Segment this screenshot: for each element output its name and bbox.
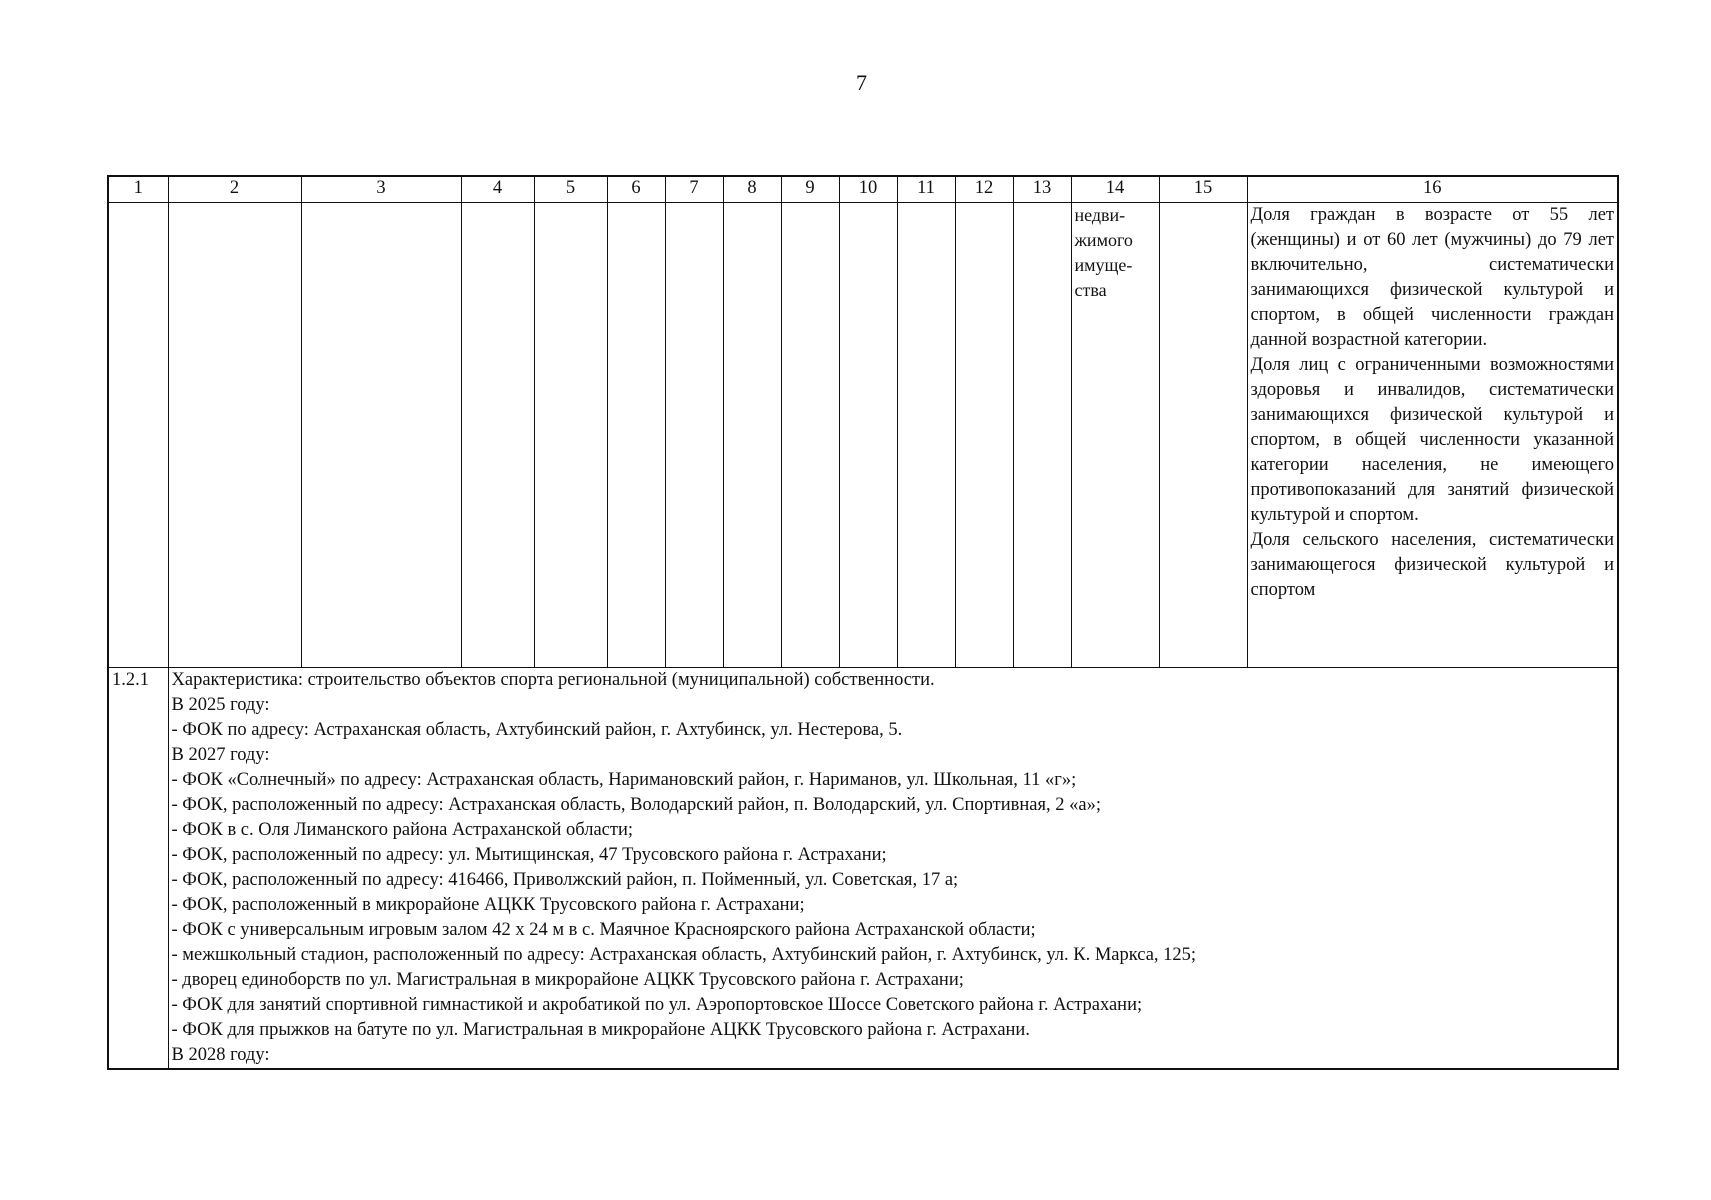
table-cell bbox=[1013, 203, 1071, 668]
text-line: - ФОК, расположенный по адресу: Астраханская область, Володарский район, п. Володарский, ул. Спортивная, 2 «а»; bbox=[171, 795, 1101, 815]
column-header: 5 bbox=[534, 176, 607, 203]
table-cell bbox=[1159, 203, 1247, 668]
text-line: - ФОК с универсальным игровым залом 42 х 24 м в с. Маячное Красноярского района Астраханской области; bbox=[171, 920, 1036, 940]
text-line: - ФОК, расположенный в микрорайоне АЦКК Трусовского района г. Астрахани; bbox=[171, 895, 805, 915]
table-cell bbox=[301, 203, 461, 668]
text-line: - ФОК, расположенный по адресу: ул. Мытищинская, 47 Трусовского района г. Астрахани; bbox=[171, 845, 887, 865]
text-line: В 2027 году: bbox=[171, 745, 270, 765]
column-header: 3 bbox=[301, 176, 461, 203]
cell-text-line: ства bbox=[1074, 280, 1107, 300]
column-header: 16 bbox=[1247, 176, 1618, 203]
table-cell bbox=[897, 203, 955, 668]
column-header: 2 bbox=[168, 176, 301, 203]
text-line: - дворец единоборств по ул. Магистральная в микрорайоне АЦКК Трусовского района г. Астрахани; bbox=[171, 970, 964, 990]
column-header: 1 bbox=[108, 176, 168, 203]
column-header: 8 bbox=[723, 176, 781, 203]
cell-text-line: недви- bbox=[1074, 205, 1126, 225]
text-line: В 2025 году: bbox=[171, 695, 270, 715]
text-line: - ФОК для занятий спортивной гимнастикой и акробатикой по ул. Аэропортовское Шоссе Советского района г. Астрахани; bbox=[171, 995, 1143, 1015]
text-line: - ФОК «Солнечный» по адресу: Астраханская область, Наримановский район, г. Нариманов, ул. Школьная, 11 «г»; bbox=[171, 770, 1077, 790]
indicator-paragraph: Доля лиц с ограниченными возможностями здоровья и инвалидов, систематически занимающихся физической культурой и спортом, в общей численности указанной категории населения, не имеющего противопоказаний для занятий физической культурой и спортом. bbox=[1250, 355, 1614, 525]
column-header: 9 bbox=[781, 176, 839, 203]
table-cell bbox=[781, 203, 839, 668]
column-header: 12 bbox=[955, 176, 1013, 203]
table-cell bbox=[955, 203, 1013, 668]
table-cell bbox=[461, 203, 534, 668]
page-number: 7 bbox=[856, 70, 867, 95]
table-cell bbox=[607, 203, 665, 668]
column-header: 11 bbox=[897, 176, 955, 203]
text-line: - ФОК, расположенный по адресу: 416466, Приволжский район, п. Пойменный, ул. Советская, 17 а; bbox=[171, 870, 959, 890]
indicator-paragraph: Доля граждан в возрасте от 55 лет (женщины) и от 60 лет (мужчины) до 79 лет включительно, систематически занимающихся физической культурой и спортом, в общей численности граждан данной возрастной категории. bbox=[1250, 205, 1614, 350]
table-cell bbox=[534, 203, 607, 668]
text-line: Характеристика: строительство объектов спорта региональной (муниципальной) собственности. bbox=[171, 670, 935, 690]
column-header: 6 bbox=[607, 176, 665, 203]
text-line: - ФОК по адресу: Астраханская область, Ахтубинский район, г. Ахтубинск, ул. Нестерова, 5. bbox=[171, 720, 903, 740]
table-cell bbox=[168, 203, 301, 668]
indicators-cell bbox=[1247, 203, 1618, 668]
column-header: 14 bbox=[1071, 176, 1159, 203]
table-cell bbox=[665, 203, 723, 668]
table-header-row bbox=[108, 176, 1618, 203]
text-line: В 2028 году: bbox=[171, 1045, 270, 1065]
cell-text-line: жимого bbox=[1074, 230, 1133, 250]
table-row bbox=[108, 668, 1618, 1070]
item-number: 1.2.1 bbox=[108, 668, 168, 1070]
table-cell bbox=[723, 203, 781, 668]
column-header: 7 bbox=[665, 176, 723, 203]
property-type-cell bbox=[1071, 203, 1159, 668]
column-header: 10 bbox=[839, 176, 897, 203]
text-line: - ФОК в с. Оля Лиманского района Астраханской области; bbox=[171, 820, 634, 840]
text-line: - межшкольный стадион, расположенный по адресу: Астраханская область, Ахтубинский район, г. Ахтубинск, ул. К. Маркса, 125; bbox=[171, 945, 1197, 965]
indicator-paragraph: Доля сельского населения, систематически занимающегося физической культурой и спортом bbox=[1250, 530, 1614, 600]
data-table bbox=[107, 175, 1619, 1070]
column-header: 13 bbox=[1013, 176, 1071, 203]
table-cell bbox=[108, 203, 168, 668]
column-header: 4 bbox=[461, 176, 534, 203]
cell-text-line: имуще- bbox=[1074, 255, 1133, 275]
table-cell bbox=[839, 203, 897, 668]
text-line: - ФОК для прыжков на батуте по ул. Магистральная в микрорайоне АЦКК Трусовского района г. Астрахани. bbox=[171, 1020, 1030, 1040]
characteristic-cell bbox=[168, 668, 1618, 1070]
column-header: 15 bbox=[1159, 176, 1247, 203]
table-row bbox=[108, 203, 1618, 668]
